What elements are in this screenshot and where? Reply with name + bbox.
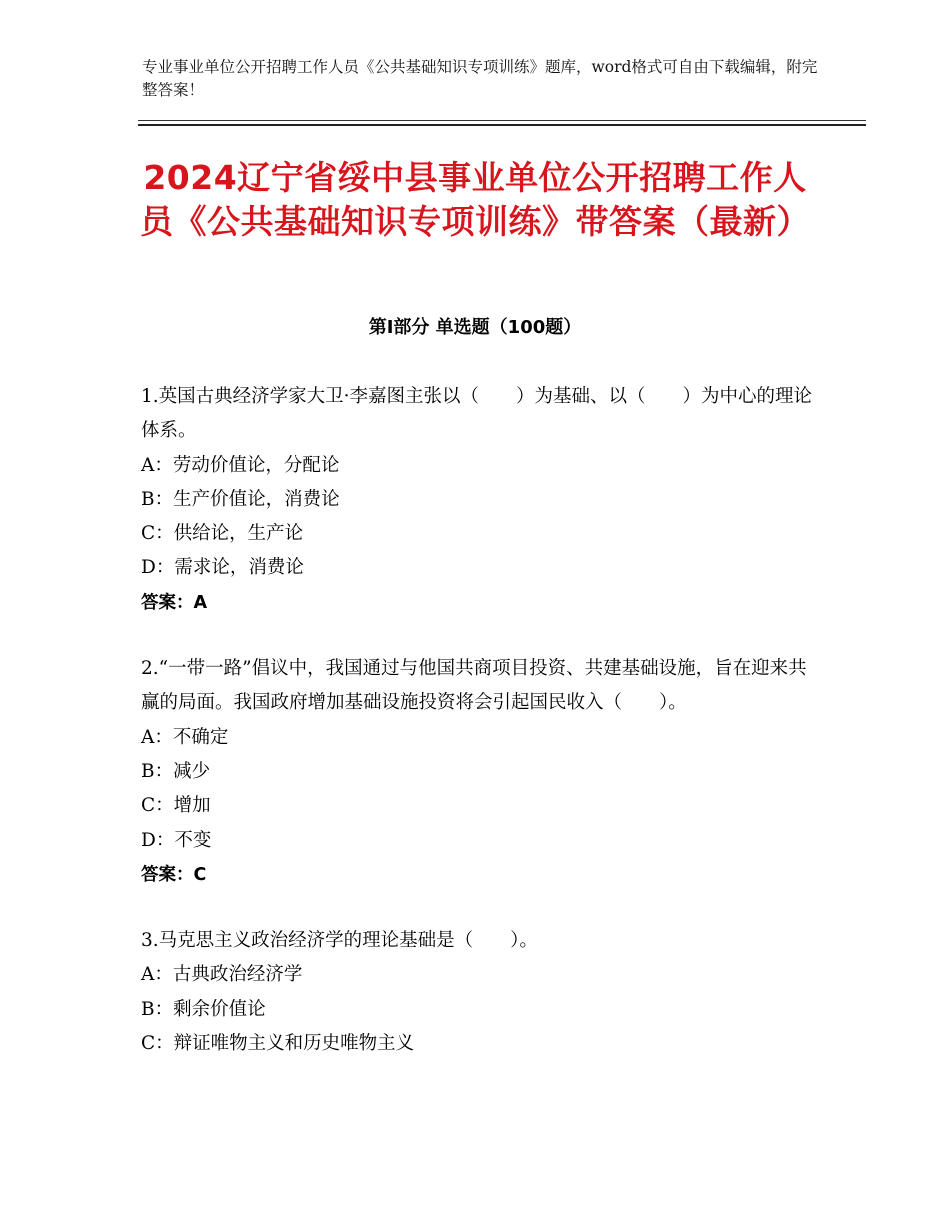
question-stem: 1.英国古典经济学家大卫·李嘉图主张以（ ）为基础、以（ ）为中心的理论体系。 <box>141 386 813 442</box>
question-1 <box>141 380 821 620</box>
option-b: B：剩余价值论 <box>141 998 266 1020</box>
question-3 <box>141 924 821 1061</box>
header-note: 专业事业单位公开招聘工作人员《公共基础知识专项训练》题库，word格式可自由下载编辑，附完整答案！ <box>142 58 818 99</box>
header-divider-thick <box>138 124 866 126</box>
option-a: A：劳动价值论，分配论 <box>141 454 340 476</box>
answer-line: 答案：C <box>141 864 207 885</box>
question-2 <box>141 652 821 892</box>
question-stem: 3.马克思主义政治经济学的理论基础是（ ）。 <box>141 930 538 952</box>
option-d: D：不变 <box>141 829 212 851</box>
option-a: A：古典政治经济学 <box>141 964 303 986</box>
option-d: D：需求论，消费论 <box>141 557 304 579</box>
answer-line: 答案：A <box>141 592 208 613</box>
header-divider-thin <box>138 120 866 121</box>
option-c: C：增加 <box>141 795 211 817</box>
section-heading: 第Ⅰ部分 单选题（100题） <box>368 317 582 338</box>
question-list <box>141 380 821 1093</box>
document-title: 2024辽宁省绥中县事业单位公开招聘工作人员《公共基础知识专项训练》带答案（最新） <box>140 158 810 241</box>
option-b: B：生产价值论，消费论 <box>141 488 340 510</box>
option-c: C：辩证唯物主义和历史唯物主义 <box>141 1033 415 1055</box>
option-a: A：不确定 <box>141 726 229 748</box>
question-stem: 2.“一带一路”倡议中，我国通过与他国共商项目投资、共建基础设施，旨在迎来共赢的局面。我国政府增加基础设施投资将会引起国民收入（ ）。 <box>141 658 807 714</box>
option-c: C：供给论，生产论 <box>141 523 304 545</box>
option-b: B：减少 <box>141 760 211 782</box>
